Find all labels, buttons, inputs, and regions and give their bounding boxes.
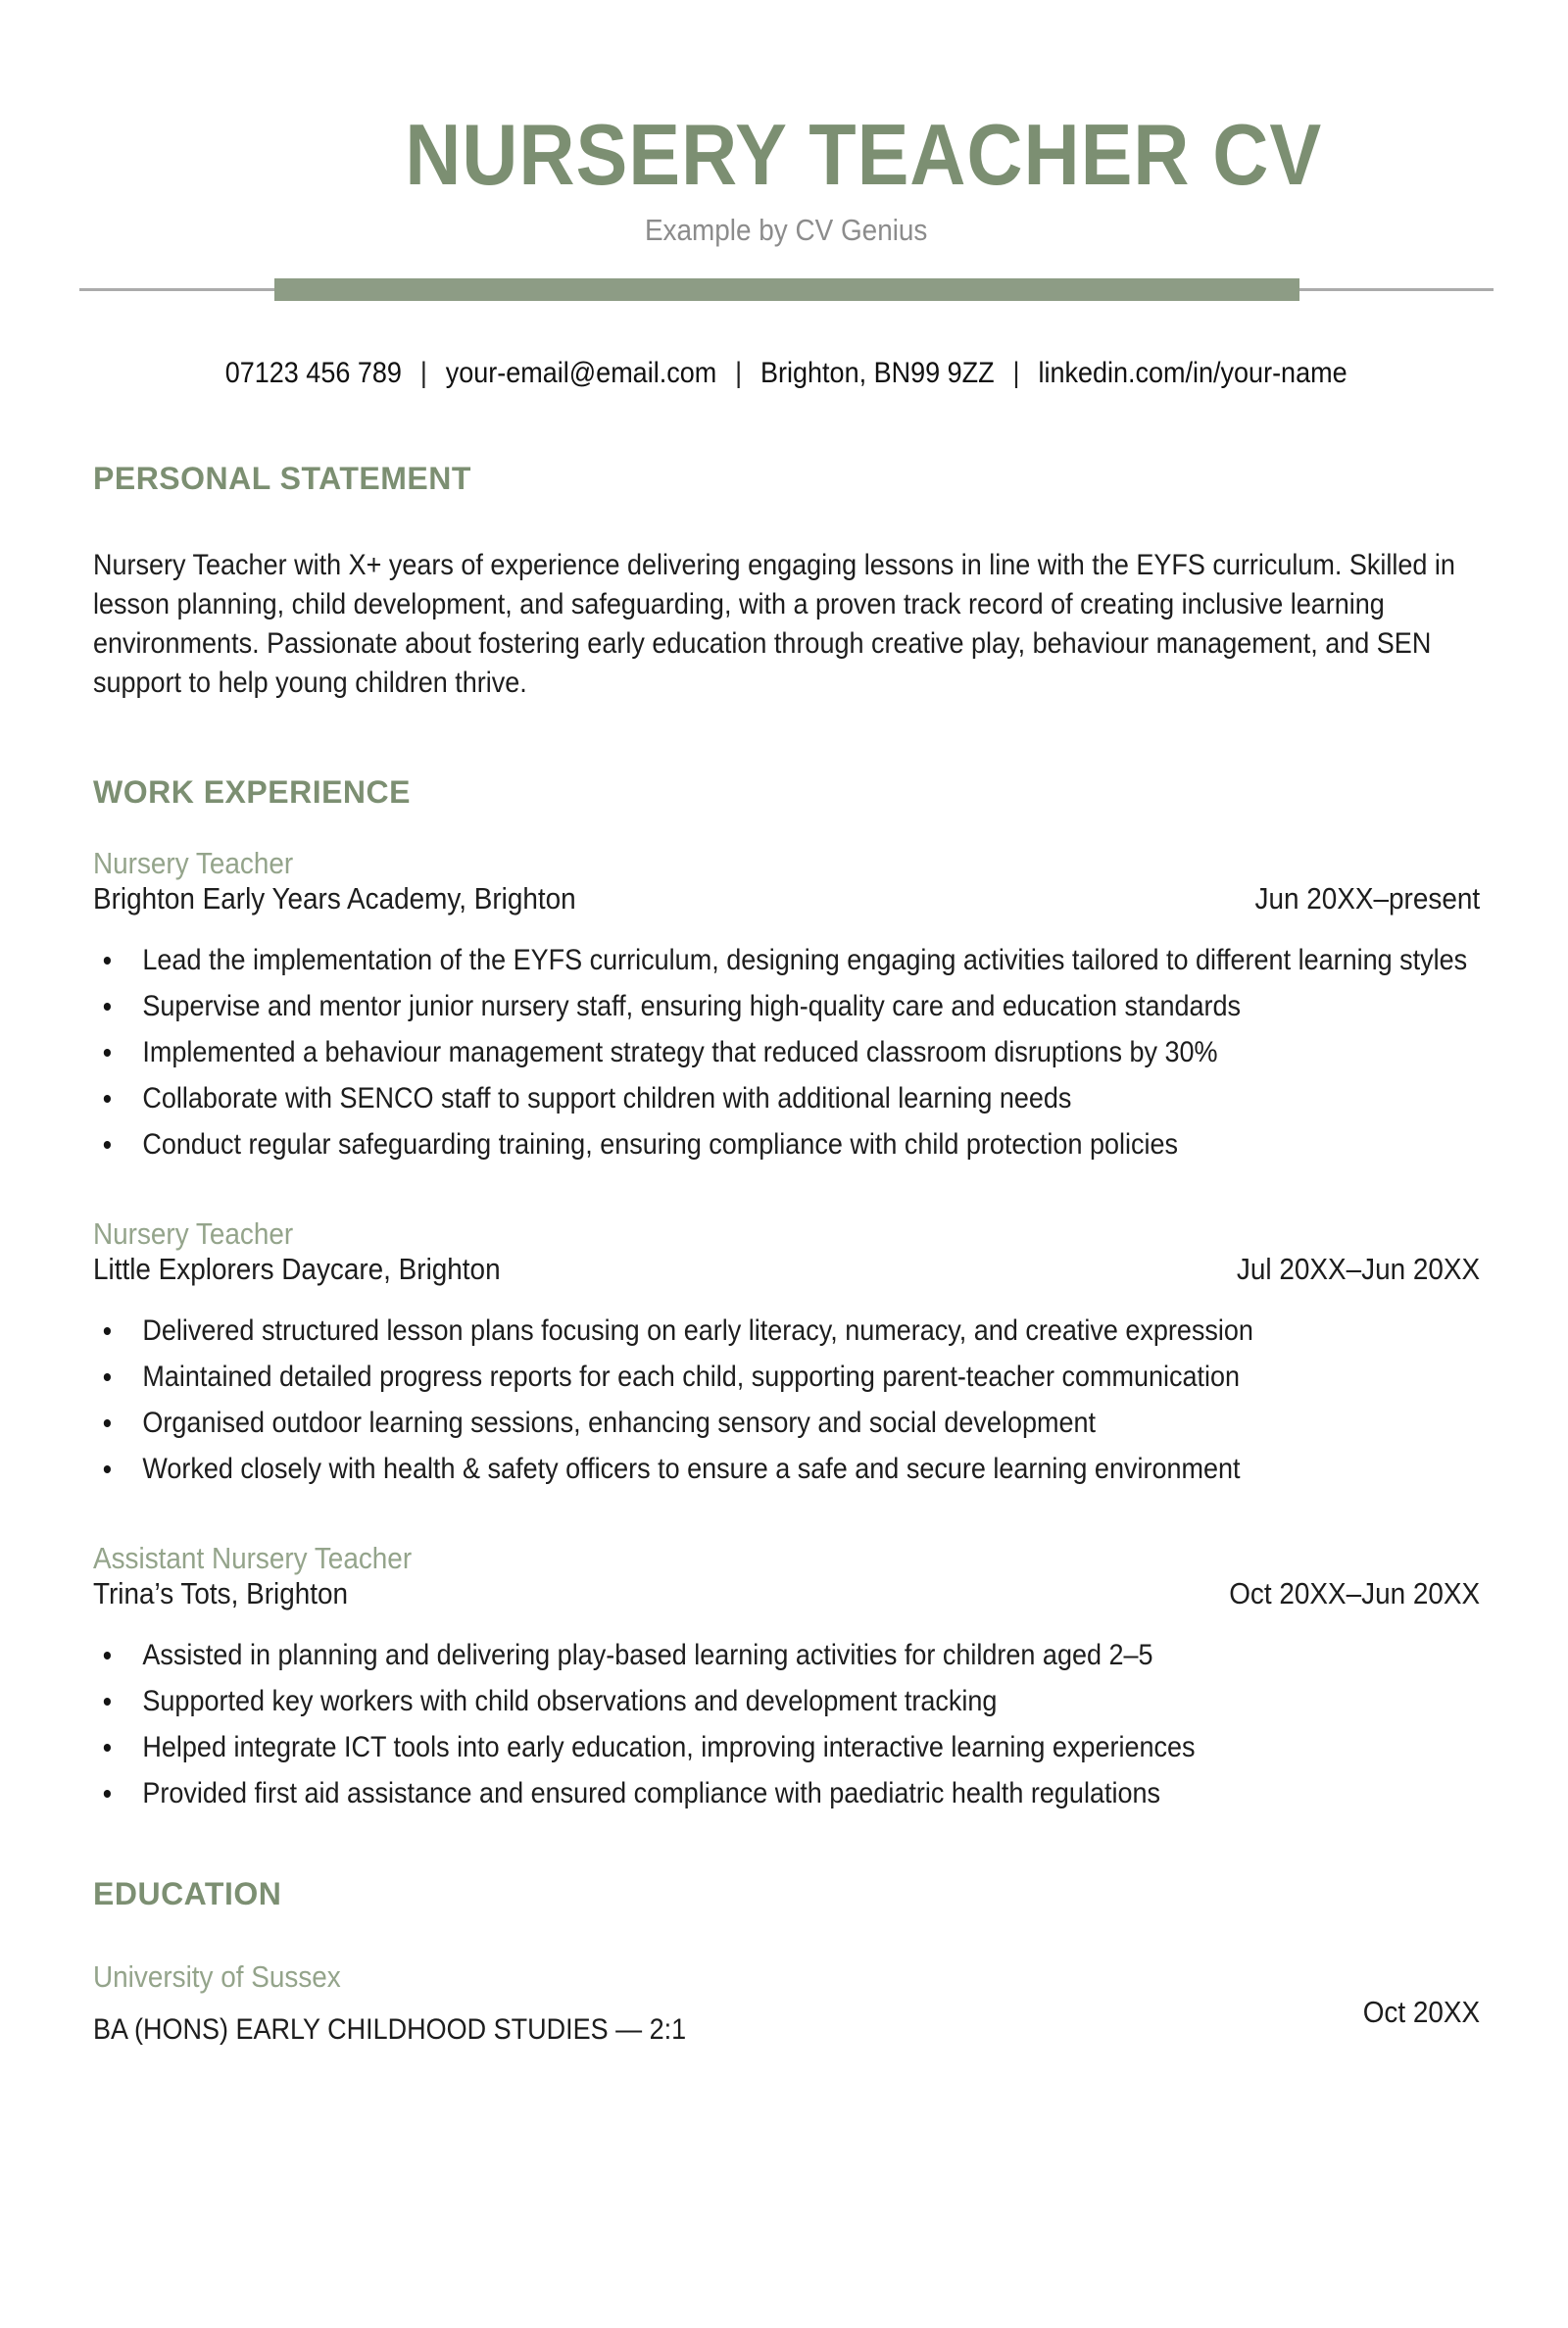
work-experience-heading: WORK EXPERIENCE bbox=[93, 774, 411, 811]
education-school: University of Sussex bbox=[93, 1959, 341, 1995]
contact-separator: | bbox=[420, 357, 428, 390]
education-degree: BA (HONS) EARLY CHILDHOOD STUDIES — 2:1 bbox=[93, 2013, 687, 2047]
divider bbox=[79, 278, 1494, 301]
bullet-dot bbox=[104, 1652, 111, 1659]
contact-separator: | bbox=[1012, 357, 1020, 390]
bullet-text: Lead the implementation of the EYFS curriculum, designing engaging activities tailored to different learning styles bbox=[142, 944, 1468, 977]
contact-separator: | bbox=[735, 357, 743, 390]
contact-linkedin: linkedin.com/in/your-name bbox=[1038, 357, 1348, 390]
bullet-dot bbox=[104, 1790, 111, 1798]
education-entry bbox=[93, 1959, 1480, 2048]
education-degree-row bbox=[93, 1995, 1481, 2048]
bullet-text: Helped integrate ICT tools into early education, improving interactive learning experiences bbox=[142, 1731, 1196, 1764]
section-education bbox=[93, 1875, 1480, 2048]
personal-statement-heading: PERSONAL STATEMENT bbox=[93, 461, 471, 497]
bullet-item bbox=[93, 1729, 1480, 1766]
job-title: Nursery Teacher bbox=[93, 1216, 294, 1252]
bullet-item bbox=[93, 988, 1480, 1025]
job-bullets bbox=[93, 1637, 1480, 1812]
job-company: Trina’s Tots, Brighton bbox=[93, 1576, 349, 1611]
job-title: Assistant Nursery Teacher bbox=[93, 1541, 413, 1576]
job-head-row bbox=[93, 881, 1480, 916]
bullet-item bbox=[93, 1775, 1480, 1812]
divider-bar bbox=[274, 278, 1299, 301]
bullet-dot bbox=[104, 1465, 111, 1473]
job-entry bbox=[93, 846, 1480, 1164]
contact-phone: 07123 456 789 bbox=[225, 357, 403, 390]
section-personal-statement bbox=[93, 460, 1480, 703]
bullet-text: Implemented a behaviour management strategy that reduced classroom disruptions by 30% bbox=[142, 1036, 1218, 1069]
contact-email: your-email@email.com bbox=[446, 357, 717, 390]
bullet-item bbox=[93, 1080, 1480, 1117]
bullet-dot bbox=[104, 1003, 111, 1011]
education-heading: EDUCATION bbox=[93, 1876, 282, 1912]
bullet-text: Supported key workers with child observations and development tracking bbox=[142, 1685, 998, 1718]
bullet-dot bbox=[104, 1698, 111, 1706]
bullet-text: Supervise and mentor junior nursery staff, ensuring high-quality care and education standards bbox=[142, 990, 1242, 1023]
job-company: Brighton Early Years Academy, Brighton bbox=[93, 881, 576, 916]
job-company: Little Explorers Daycare, Brighton bbox=[93, 1252, 501, 1287]
job-head-row bbox=[93, 1252, 1480, 1287]
bullet-text: Maintained detailed progress reports for each child, supporting parent-teacher communication bbox=[142, 1361, 1241, 1394]
cv-header bbox=[93, 106, 1480, 391]
bullet-dot bbox=[104, 1095, 111, 1103]
contact-location: Brighton, BN99 9ZZ bbox=[760, 357, 995, 390]
bullet-dot bbox=[104, 957, 111, 965]
bullet-item bbox=[93, 1683, 1480, 1720]
bullet-item bbox=[93, 1313, 1480, 1350]
job-bullets bbox=[93, 1313, 1480, 1488]
bullet-item bbox=[93, 1637, 1480, 1674]
bullet-item bbox=[93, 1126, 1480, 1164]
section-work-experience bbox=[93, 773, 1480, 1812]
job-head-row bbox=[93, 1576, 1480, 1611]
bullet-dot bbox=[104, 1141, 111, 1149]
job-bullets bbox=[93, 942, 1480, 1164]
bullet-item bbox=[93, 1405, 1480, 1442]
bullet-item bbox=[93, 1359, 1480, 1396]
jobs-list bbox=[93, 846, 1480, 1812]
bullet-text: Assisted in planning and delivering play-based learning activities for children aged 2–5 bbox=[142, 1639, 1153, 1672]
education-dates: Oct 20XX bbox=[1362, 1995, 1481, 2030]
bullet-item bbox=[93, 1451, 1480, 1488]
bullet-item bbox=[93, 942, 1480, 979]
job-title: Nursery Teacher bbox=[93, 846, 294, 881]
job-dates: Jul 20XX–Jun 20XX bbox=[1236, 1252, 1481, 1287]
cv-page bbox=[0, 106, 1568, 2048]
bullet-dot bbox=[104, 1744, 111, 1752]
job-dates: Jun 20XX–present bbox=[1254, 881, 1481, 916]
cv-subtitle: Example by CV Genius bbox=[645, 213, 928, 248]
bullet-text: Organised outdoor learning sessions, enhancing sensory and social development bbox=[142, 1407, 1097, 1440]
job-entry bbox=[93, 1541, 1480, 1812]
bullet-dot bbox=[104, 1327, 111, 1335]
bullet-item bbox=[93, 1034, 1480, 1071]
bullet-text: Worked closely with health & safety officers to ensure a safe and secure learning environment bbox=[142, 1453, 1241, 1486]
job-entry bbox=[93, 1216, 1480, 1488]
bullet-dot bbox=[104, 1373, 111, 1381]
bullet-text: Collaborate with SENCO staff to support children with additional learning needs bbox=[142, 1082, 1072, 1115]
personal-statement-text: Nursery Teacher with X+ years of experience delivering engaging lessons in line with the EYFS curriculum. Skilled in lesson planning, child development, and safeguarding, with a proven track record of creating inclusive learning environments. Passionate about fostering early education through creative play, behaviour management, and SEN support to help young children thrive. bbox=[93, 549, 1455, 700]
bullet-text: Delivered structured lesson plans focusing on early literacy, numeracy, and creative expression bbox=[142, 1314, 1253, 1348]
job-dates: Oct 20XX–Jun 20XX bbox=[1229, 1576, 1481, 1611]
bullet-dot bbox=[104, 1419, 111, 1427]
bullet-text: Conduct regular safeguarding training, ensuring compliance with child protection policies bbox=[142, 1128, 1178, 1162]
contact-line bbox=[93, 356, 1480, 391]
bullet-text: Provided first aid assistance and ensured compliance with paediatric health regulations bbox=[142, 1777, 1160, 1810]
cv-title: NURSERY TEACHER CV bbox=[405, 106, 1323, 203]
bullet-dot bbox=[104, 1049, 111, 1057]
